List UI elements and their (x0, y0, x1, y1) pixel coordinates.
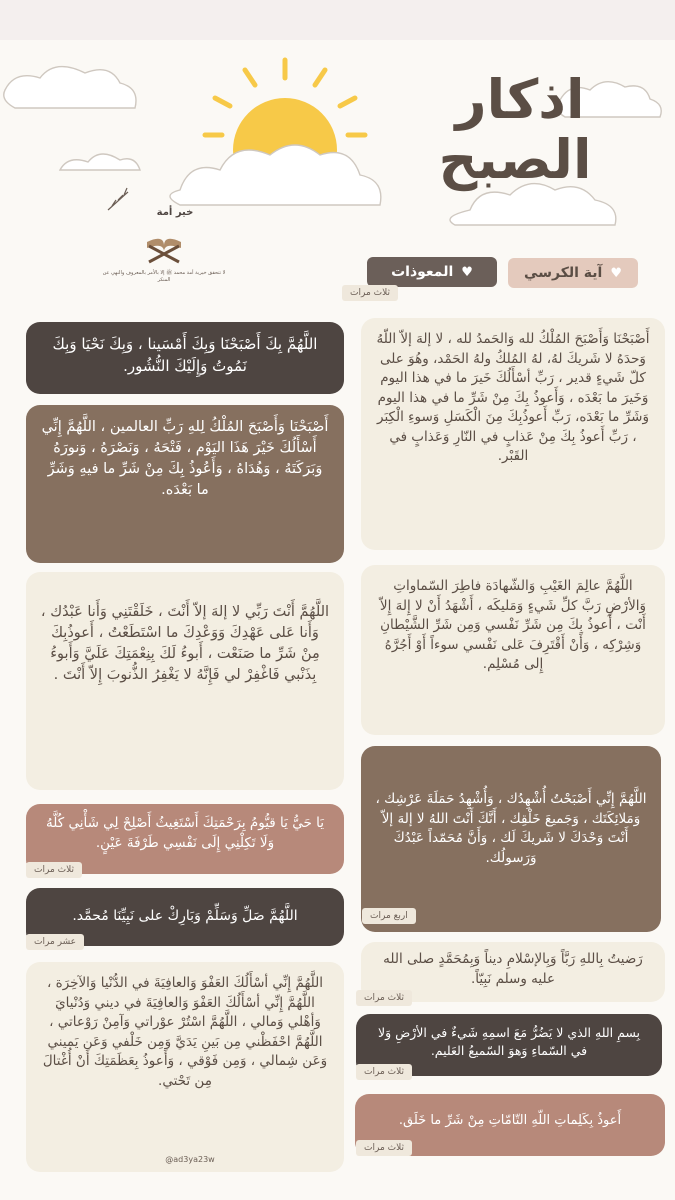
dhikr-text: أَصْبَحْنَا وَأَصْبَحَ المُلْكُ لِلهِ رَبِّ العالمين ، اللَّهُمَّ إِنِّي أَسْأَلُكَ خَيْرَ هَذَا اليَوْم ، فَتْحَهُ ، وَنَصْرَهُ ، وَنورَهُ وَبَرَكَتَهُ ، وَهُدَاهُ ، وَأَعُوذُ بِكَ مِنْ شَرِّ ما فيهِ وَشَرِّ ما بَعْدَه. (41, 419, 329, 499)
dhikr-card (361, 746, 661, 932)
dhikr-text: اللَّهُمَّ إِنِّي أسْأَلُكَ العَفْوَ وَالعافِيَةَ في الدُّنْيا وَالآخِرَة ، اللَّهُمَّ إِنِّي أسْأَلُكَ العَفْوَ وَالعافِيَةَ في ديني وَدُنْيايَ وَأهْلي وَمالي ، اللَّهُمَّ اسْتُرْ عوْراتي وَآمِنْ رَوْعاتي ، اللَّهُمَّ احْفَظْني مِن بَينِ يَدَيَّ وَمِن خَلْفي وَعَن يَميني وَعَن شِمالي ، وَمِن فَوْقي ، وَأَعوذُ بِعَظَمَتِكَ أَنْ أُغْتالَ مِن تَحْتي. (42, 975, 328, 1089)
dhikr-text: اللَّهُمَّ أَنْتَ رَبِّي لا إلهَ إلاّ أَنْتَ ، خَلَقْتَنِي وَأَنا عَبْدُك ، وَأَنا عَلى عَهْدِكَ وَوَعْدِكَ ما اسْتَطَعْتُ ، أَعوذُبِكَ مِنْ شَرِّ ما صَنَعْت ، أَبوءُ لَكَ بِنِعْمَتِكَ عَلَيَّ وَأَبوءُ بِذَنْبي فَاغْفِرْ لي فَإِنَّهُ لا يَغْفِرُ الذُّنوبَ إِلاّ أَنْتَ . (40, 604, 330, 684)
tab-almuawwidhat[interactable] (367, 257, 497, 287)
tab-label: المعوذات (391, 264, 454, 280)
repeat-badge: ثلاث مرات (26, 862, 82, 878)
dhikr-card (26, 962, 344, 1172)
dhikr-text: اللَّهُمَّ بِكَ أَصْبَحْنَا وَبِكَ أَمْسَينا ، وَبِكَ نَحْيَا وَبِكَ نَمُوتُ وَإِلَيْكَ النُّشُور. (52, 335, 318, 375)
repeat-badge: ثلاث مرات (342, 285, 398, 301)
dhikr-text: اللَّهُمَّ عالِمَ الغَيْبِ وَالشّهادَة فاطِرَ السّماواتِ وَالأرْضِ رَبَّ كلِّ شَيءٍ وَمَليكَه ، أَشْهَدُ أَنْ لا إِلهَ إِلاّ أَنْت ، أَعوذُ بِكَ مِن شَرِّ نَفْسي وَمِن شَرِّ الشَّيْطانِ وَشِرْكِه ، وَأَنْ أَقْتَرِفَ عَلى نَفْسي سوءاً أَوْ أَجُرَّهُ إِلى مُسْلِم. (379, 578, 647, 673)
dhikr-text: أَعوذُ بِكَلِماتِ اللّهِ التّامّاتِ مِنْ شَرِّ ما خَلَق. (398, 1113, 622, 1128)
quran-stand-icon (143, 228, 185, 268)
dhikr-text: رَضيتُ بِاللهِ رَبَّاً وَبِالإسْلامِ ديناً وَبِمُحَمَّدٍ صلى الله عليه وسلم نَبِيّاً. (383, 951, 643, 987)
repeat-badge: عشر مرات (26, 934, 84, 950)
repeat-badge: ثلاث مرات (356, 1064, 412, 1080)
dhikr-text: يَا حَيُّ يَا قيُّومُ بِرَحْمَتِكَ أَسْتَغِيثُ أَصْلِحْ لِي شَأْنِي كُلَّهُ وَلَا تَكِلْنِي إِلَى نَفْسِي طَرْفَةَ عَيْنٍ. (46, 815, 324, 851)
top-bar (0, 0, 675, 40)
heart-icon: ♥ (610, 265, 622, 281)
dhikr-card (26, 405, 344, 563)
brand-name: خير أمة (156, 207, 194, 218)
page-title-line2: الصبح (438, 128, 592, 191)
brand-caption: لا تتحقق خيرية أمة محمد ﷺ إلا بالأمر بالمعروف والنهي عن المنكر (102, 270, 226, 283)
tab-ayat-alkursi[interactable] (508, 258, 638, 288)
dhikr-card (26, 572, 344, 790)
dhikr-text: اللَّهُمَّ إِنِّي أَصْبَحْتُ أُشْهِدُك ، وَأُشْهِدُ حَمَلَةَ عَرْشِك ، وَمَلائِكَتَك ، وَجَميعَ خَلْقِك ، أَنَّكَ أَنْتَ اللهُ لا إلهَ إلاّ أَنْتَ وَحْدَكَ لا شَريكَ لَك ، وَأَنَّ مُحَمّداً عَبْدُكَ وَرَسولُك. (375, 791, 647, 866)
dhikr-card (361, 318, 665, 550)
heart-icon: ♥ (461, 264, 473, 280)
repeat-badge: ثلاث مرات (356, 990, 412, 1006)
repeat-badge: ثلاث مرات (356, 1140, 412, 1156)
dhikr-card (26, 322, 344, 394)
page-title-line1: اذكار (455, 68, 585, 131)
dhikr-card (361, 565, 665, 735)
dhikr-text: اللَّهُمَّ صَلِّ وَسَلِّمْ وَبَارِكْ على نَبِيِّنَا مُحمَّد. (72, 908, 298, 924)
dhikr-text: بِسمِ اللهِ الذي لا يَضُرُّ مَعَ اسمِهِ شَيءٌ في الأرْضِ وَلا في السّماءِ وَهوَ السّميعُ العَليم. (377, 1025, 641, 1059)
account-handle: @ad3ya23w (165, 1155, 215, 1164)
dhikr-text: أَصْبَحْنَا وَأَصْبَحَ المُلْكُ لله وَالحَمدُ لله ، لا إلهَ إلاّ اللّهُ وَحدَهُ لا شَريكَ لهُ، لهُ المُلكُ ولهُ الحَمْد، وهُوَ على كلّ شَيءٍ قدير ، رَبِّ أسْأَلُكَ خَيرَ ما في هذا اليوم وَخَيرَ ما بَعْدَه ، وَأَعوذُ بِكَ مِنْ شَرِّ ما في هذا اليوم وَشَرِّ ما بَعْدَه، رَبِّ أَعوذُبِكَ مِنَ الْكَسَلِ وَسوءِ الْكِبَر ، رَبِّ أَعوذُ بِكَ مِنْ عَذابٍ في النّارِ وَعَذابٍ في القَبْر. (376, 331, 650, 465)
tab-label: آية الكرسي (524, 265, 603, 281)
repeat-badge: اربع مرات (362, 908, 416, 924)
